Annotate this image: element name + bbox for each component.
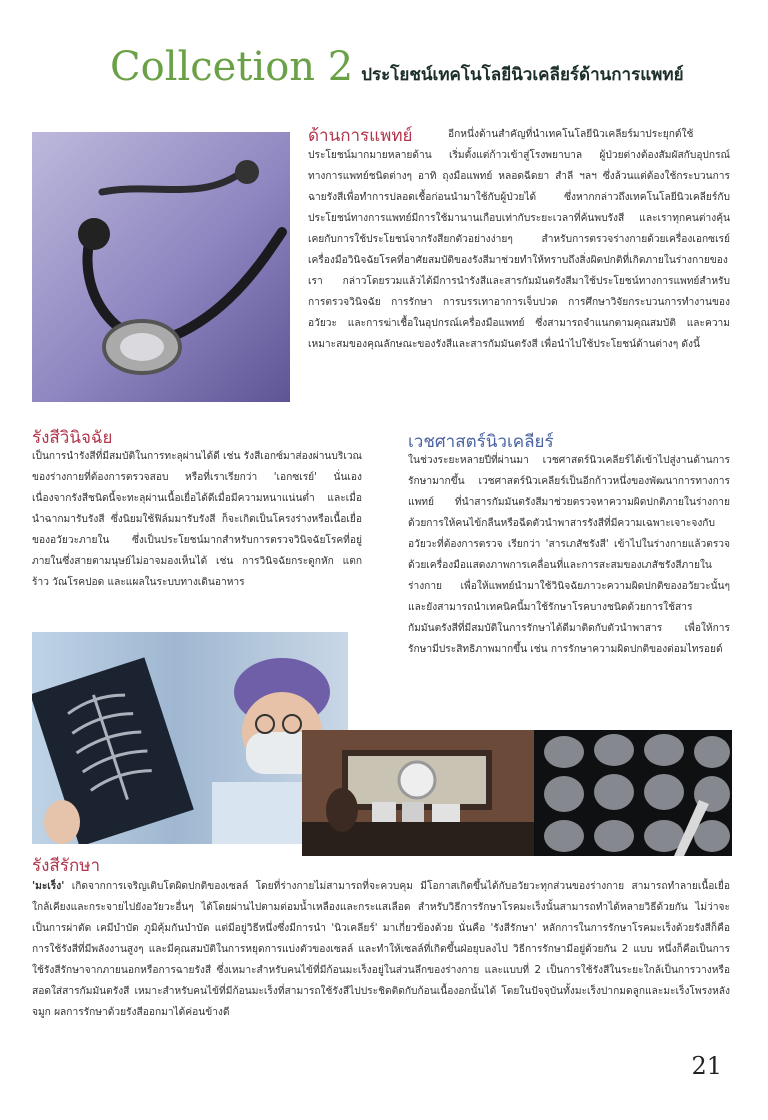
stethoscope-image (32, 132, 290, 402)
xray-doctor-image (32, 632, 348, 844)
medical-paragraph: อีกหนึ่งด้านสำคัญที่นำเทคโนโลยีนิวเคลียร์มาประยุกต์ใช้ประโยชน์มากมายหลายด้าน เริ่มตั้งแต่ก้าวเข้าสู่โรงพยาบาล ผู้ป่วยต่างต้องสัมผัสกับอุปกรณ์ทางการแพทย์ชนิดต่างๆ อาทิ ถุงมือแพทย์ หลอดฉีดยา สำลี ฯลฯ ซึ่งล้วนแต่ต้องใช้กระบวนการฉายรังสีเพื่อทำการปลอดเชื้อก่อนนำมาใช้กับผู้ป่วยได้ ซึ่งหากกล่าวถึงเทคโนโลยีนิวเคลียร์กับประโยชน์ทางการแพทย์มีการใช้มานานเกือบเท่ากับระยะเวลาที่ค้นพบรังสี และเราทุกคนต่างคุ้นเคยกับการใช้ประโยชน์จากรังสียกตัวอย่างง่ายๆ สำหรับการตรวจร่างกายด้วยเครื่องเอกซเรย์ เครื่องมือวินิจฉัยโรคที่อาศัยสมบัติของรังสีมาช่วยทำให้ทราบถึงสิ่งผิดปกติที่เกิดภายในร่างกายของเรา กล่าวโดยรวมแล้วได้มีการนำรังสีและสารกัมมันตรังสีมาใช้ประโยชน์ทางการแพทย์สำหรับการตรวจวินิจฉัย การรักษา การบรรเทาอาการเจ็บปวด การศึกษาวิจัยกระบวนการทำงานของอวัยวะ และการฆ่าเชื้อในอุปกรณ์เครื่องมือแพทย์ ซึ่งสามารถจำแนกตามคุณสมบัติ และความเหมาะสมของคุณลักษณะของรังสีและสารกัมมันตรังสี เพื่อนำไปใช้ประโยชน์ด้านต่างๆ ดังนี้ (308, 129, 730, 350)
diagnosis-paragraph: เป็นการนำรังสีที่มีสมบัติในการทะลุผ่านได้ดี เช่น รังสีเอกซ์มาส่องผ่านบริเวณของร่างกายที่ต้องการตรวจสอบ หรือที่เราเรียกว่า 'เอกซเรย์' นั่นเอง เนื่องจากรังสีชนิดนี้จะทะลุผ่านเนื้อเยื่อได้ดีเมื่อมีความหนาแน่นต่ำ และเมื่อนำฉากมารับรังสี ซึ่งนิยมใช้ฟิล์มมารับรังสี ก็จะเกิดเป็นโครงร่างหรือเนื้อเยื่อของอวัยวะภายใน ซึ่งเป็นประโยชน์มากสำหรับการตรวจวินิจฉัยโรคที่อยู่ภายในซึ่งสายตามนุษย์ไม่อาจมองเห็นได้ เช่น การวินิจฉัยกระดูกหัก แตก ร้าว วัณโรคปอด และแผลในระบบทางเดินอาหาร (32, 451, 362, 588)
therapy-text: เกิดจากการเจริญเติบโตผิดปกติของเซลล์ โดยที่ร่างกายไม่สามารถที่จะควบคุม มีโอกาสเกิดขึ้นได้กับอวัยวะทุกส่วนของร่างกาย สามารถทำลายเนื้อเยื่อใกล้เคียงและกระจายไปยังอวัยวะอื่นๆ ได้โดยผ่านไปตามต่อมน้ำเหลืองและกระแสเลือด สำหรับวิธีการรักษาโรคมะเร็งนั้นสามารถทำได้หลายวิธีด้วยกัน ไม่ว่าจะเป็นการผ่าตัด เคมีบำบัด ภูมิคุ้มกันบำบัด แต่มีอยู่วิธีหนึ่งซึ่งมีการนำ 'นิวเคลียร์' มาเกี่ยวข้องด้วย นั่นคือ 'รังสีรักษา' หลักการในการรักษาโรคมะเร็งด้วยรังสีก็คือ การใช้รังสีที่มีพลังงานสูงๆ และมีคุณสมบัติในการหยุดการแบ่งตัวของเซลล์ และทำให้เซลล์ที่เกิดขึ้นฝ่อยุบลงไป วิธีการรักษามีอยู่ด้วยกัน 2 แบบ หนึ่งก็คือเป็นการใช้รังสีรักษาจากภายนอกหรือการฉายรังสี ซึ่งเหมาะสำหรับคนไข้ที่มีก้อนมะเร็งอยู่ในส่วนลึกของร่างกาย และแบบที่ 2 เป็นการใช้รังสีในระยะใกล้เป็นการวางหรือสอดใส่สารกัมมันตรังสี เหมาะสำหรับคนไข้ที่มีก้อนมะเร็งที่สามารถใช้รังสีไปประชิดติดกับก้อนเนื้องอกนั้นได้ โดยในปัจจุบันทั้งมะเร็งปากมดลูกและมะเร็งโพรงหลังจมูก ผลการรักษาด้วยรังสีออกมาได้ค่อนข้างดี (32, 881, 730, 1018)
brain-scans-image (534, 730, 732, 856)
section-heading-nuclear-medicine: เวชศาสตร์นิวเคลียร์ (408, 432, 554, 452)
page-title (110, 44, 684, 104)
collection-subtitle: ประโยชน์เทคโนโลยีนิวเคลียร์ด้านการแพทย์ (361, 65, 684, 85)
section-heading-therapy: รังสีรักษา (32, 856, 100, 876)
section-heading-diagnosis: รังสีวินิจฉัย (32, 428, 113, 448)
therapy-lead: 'มะเร็ง' (32, 881, 65, 892)
collection-title: Collcetion 2 (110, 44, 354, 90)
scanner-room-image (302, 730, 538, 856)
nuclear-medicine-paragraph: ในช่วงระยะหลายปีที่ผ่านมา เวชศาสตร์นิวเคลียร์ได้เข้าไปสู่งานด้านการรักษามากขึ้น เวชศาสตร์นิวเคลียร์เป็นอีกก้าวหนึ่งของพัฒนาการทางการแพทย์ ที่นำสารกัมมันตรังสีมาช่วยตรวจหาความผิดปกติภายในร่างกาย ด้วยการให้คนไข้กลืนหรือฉีดตัวนำพาสารรังสีที่มีความเฉพาะเจาะจงกับอวัยวะที่ต้องการตรวจ เรียกว่า 'สารเภสัชรังสี' เข้าไปในร่างกายแล้วตรวจด้วยเครื่องมือแสดงภาพการเคลื่อนที่และการสะสมของเภสัชรังสีภายในร่างกาย เพื่อให้แพทย์นำมาใช้วินิจฉัยภาวะความผิดปกติของอวัยวะนั้นๆ และยังสามารถนำเทคนิคนี้มาใช้รักษาโรคบางชนิดด้วยการใช้สารกัมมันตรังสีที่มีสมบัติในการรักษาได้ดีมาติดกับตัวนำพาสาร เพื่อให้การรักษามีประสิทธิภาพมากขึ้น เช่น การรักษาความผิดปกติของต่อมไทรอยด์ (408, 455, 730, 655)
page-number: 21 (691, 1052, 722, 1080)
section-heading-medical: ด้านการแพทย์ (308, 126, 413, 146)
therapy-paragraph (32, 876, 730, 1023)
